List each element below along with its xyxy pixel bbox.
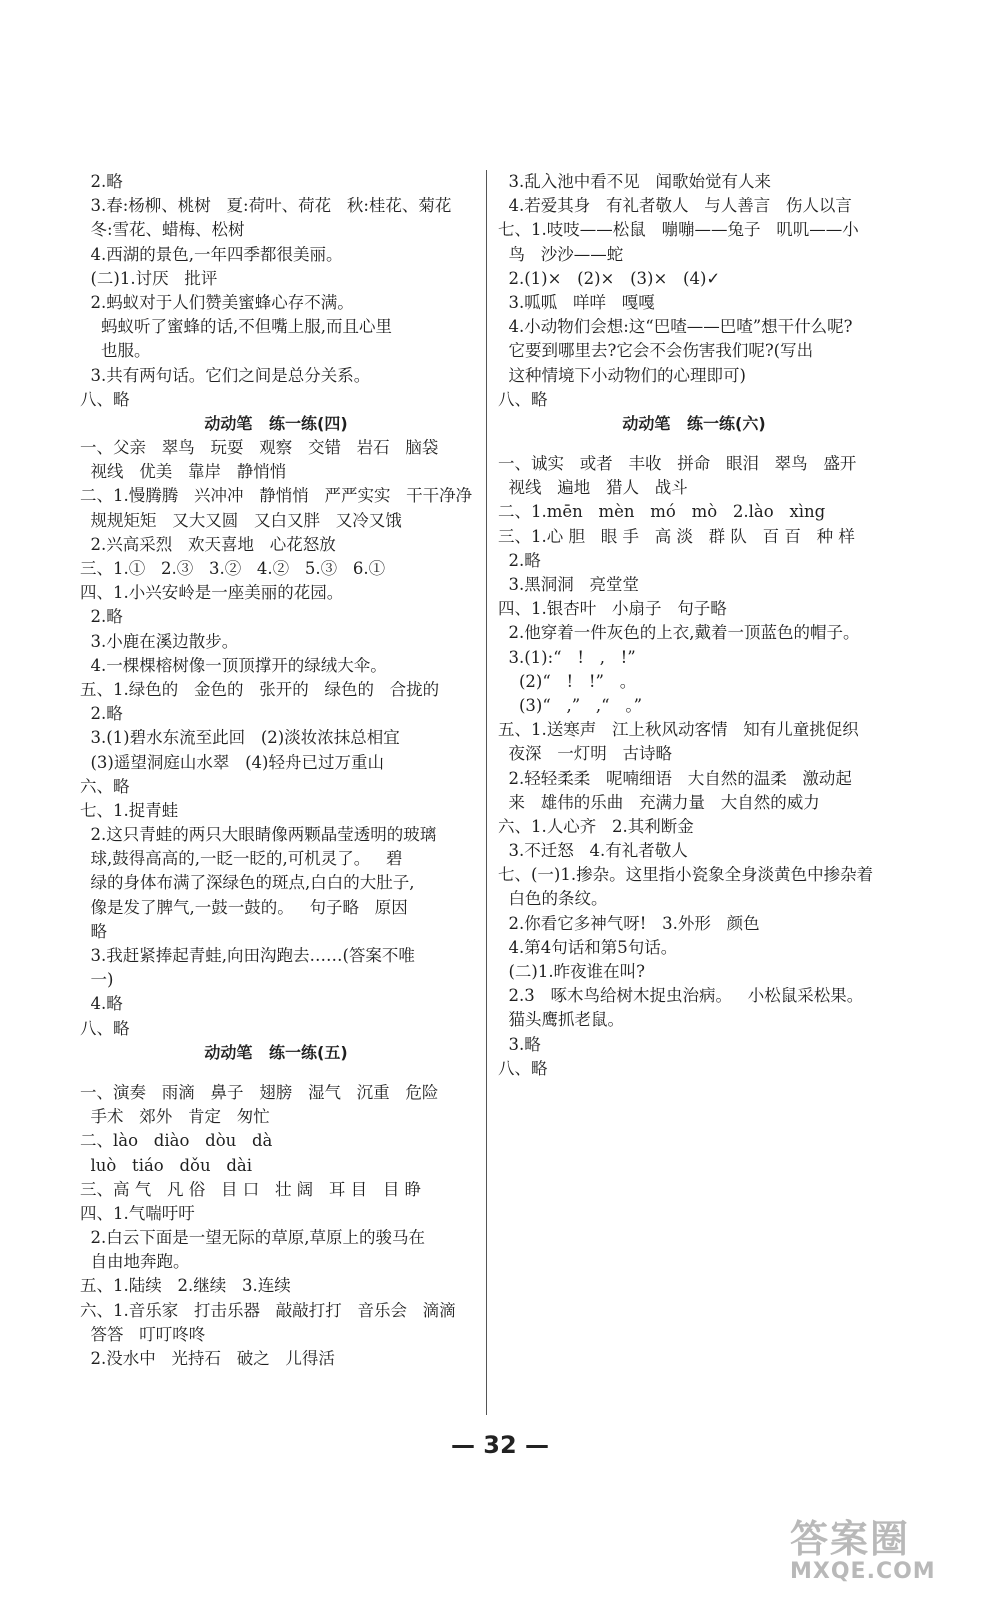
answer-line: 4.西湖的景色,一年四季都很美丽。 (80, 244, 343, 264)
section-heading: 动动笔 练一练(四) (204, 413, 348, 433)
answer-line: 2.你看它多神气呀! 3.外形 颜色 (498, 913, 760, 933)
answer-line: 像是发了脾气,一鼓一鼓的。 句子略 原因 (80, 897, 408, 917)
answer-line: 夜深 一灯明 古诗略 (498, 744, 672, 764)
answer-line: 3.小鹿在溪边散步。 (80, 631, 239, 651)
answer-line: 2.白云下面是一望无际的草原,草原上的骏马在 (80, 1228, 425, 1248)
answer-line: 2.轻轻柔柔 呢喃细语 大自然的温柔 激动起 (498, 768, 852, 788)
answer-line: 冬:雪花、蜡梅、松树 (80, 220, 245, 240)
answer-line: 八、略 (498, 1058, 548, 1078)
spacer (80, 1065, 472, 1081)
answer-line: (3)“ ,” ,“ 。” (498, 695, 643, 715)
answer-line: 白色的条纹。 (498, 889, 608, 909)
answer-line: (二)1.昨夜谁在叫? (498, 962, 645, 981)
answer-line: 来 雄伟的乐曲 充满力量 大自然的威力 (498, 792, 820, 812)
watermark-bottom-text: MXQE.COM (790, 1559, 936, 1584)
answer-line: 3.乱入池中看不见 闻歌始觉有人来 (498, 172, 771, 191)
answer-line: 自由地奔跑。 (80, 1252, 190, 1272)
answer-line: 球,鼓得高高的,一眨一眨的,可机灵了。 碧 (80, 849, 403, 869)
answer-line: 4.第4句话和第5句话。 (498, 937, 678, 957)
answer-line: 视线 优美 靠岸 静悄悄 (80, 462, 287, 482)
section-heading: 动动笔 练一练(五) (204, 1042, 348, 1062)
answer-line: 五、1.绿色的 金色的 张开的 绿色的 合拢的 (80, 679, 440, 699)
answer-line: 八、略 (498, 389, 548, 409)
answer-line: 鸟 沙沙——蛇 (498, 244, 624, 264)
answer-line: 3.春:杨柳、桃树 夏:荷叶、荷花 秋:桂花、菊花 (80, 196, 452, 216)
answer-line: 七、1.吱吱——松鼠 嘣嘣——兔子 叽叽——小 (498, 220, 859, 240)
answer-line: 八、略 (80, 389, 130, 409)
answer-line: 2.3 啄木鸟给树木捉虫治病。 小松鼠采松果。 (498, 986, 864, 1006)
answer-line: (2)“ ! !” 。 (498, 671, 637, 691)
page-number: — 32 — (450, 1431, 550, 1459)
answer-line: 2.略 (80, 172, 123, 191)
right-column (498, 170, 890, 1081)
answer-line: 4.若爱其身 有礼者敬人 与人善言 伤人以言 (498, 196, 852, 216)
answer-line: 2.蚂蚁对于人们赞美蜜蜂心存不满。 (80, 292, 354, 312)
answer-line: 七、(一)1.掺杂。这里指小瓷象全身淡黄色中掺杂着 (498, 865, 874, 885)
answer-line: 三、高 气 凡 俗 目 口 壮 阔 耳 目 目 睁 (80, 1179, 422, 1199)
answer-line: 4.小动物们会想:这“巴喳——巴喳”想干什么呢? (498, 317, 853, 337)
section-heading: 动动笔 练一练(六) (622, 413, 766, 433)
answer-line: 3.略 (498, 1034, 541, 1054)
answer-line: 3.(1):“ ! , !” (498, 647, 636, 667)
answer-line: 视线 遍地 猎人 战斗 (498, 478, 688, 498)
answer-line: 2.他穿着一件灰色的上衣,戴着一顶蓝色的帽子。 (498, 623, 860, 643)
answer-line: 4.一棵棵榕树像一顶顶撑开的绿绒大伞。 (80, 655, 387, 675)
answer-line: 一、演奏 雨滴 鼻子 翅膀 湿气 沉重 危险 (80, 1082, 439, 1102)
watermark-logo (790, 1508, 980, 1588)
answer-line: 这种情境下小动物们的心理即可) (498, 365, 746, 385)
answer-line: 四、1.银杏叶 小扇子 句子略 (498, 599, 727, 619)
answer-line: 五、1.送寒声 江上秋风动客情 知有儿童挑促织 (498, 720, 859, 740)
answer-line: 3.不迁怒 4.有礼者敬人 (498, 841, 688, 861)
answer-line: 二、1.慢腾腾 兴冲冲 静悄悄 严严实实 干干净净 (80, 486, 472, 506)
answer-line: 3.我赶紧捧起青蛙,向田沟跑去……(答案不唯 (80, 946, 415, 965)
answer-line: 蚂蚁听了蜜蜂的话,不但嘴上服,而且心里 (80, 317, 392, 337)
answer-line: 一) (80, 970, 114, 990)
answer-line: 六、1.人心齐 2.其利断金 (498, 816, 694, 836)
answer-line: 3.共有两句话。它们之间是总分关系。 (80, 365, 371, 385)
answer-line: 手术 郊外 肯定 匆忙 (80, 1107, 270, 1127)
column-divider (486, 170, 487, 1415)
answer-line: 2.略 (80, 704, 123, 724)
answer-line: 3.黑洞洞 亮堂堂 (498, 575, 639, 594)
answer-line: 也服。 (80, 341, 151, 361)
answer-line: 二、1.mēn mèn mó mò 2.lào xìng (498, 502, 826, 522)
answer-line: (3)遥望洞庭山水翠 (4)轻舟已过万重山 (80, 752, 384, 772)
answer-line: 4.略 (80, 994, 123, 1014)
answer-line: 六、1.音乐家 打击乐器 敲敲打打 音乐会 滴滴 (80, 1300, 456, 1320)
answer-line: 略 (80, 921, 107, 941)
answer-line: 猫头鹰抓老鼠。 (498, 1010, 624, 1030)
watermark-top-text: 答案圈 (790, 1517, 911, 1561)
answer-line: 七、1.捉青蛙 (80, 800, 179, 820)
answer-line: 三、1.① 2.③ 3.② 4.② 5.③ 6.① (80, 559, 386, 578)
answer-line: 答答 叮叮咚咚 (80, 1324, 206, 1344)
answer-line: (二)1.讨厌 批评 (80, 268, 218, 288)
answer-line: 3.(1)碧水东流至此回 (2)淡妆浓抹总相宜 (80, 728, 400, 748)
answer-line: 2.没水中 光持石 破之 儿得活 (80, 1349, 335, 1368)
answer-line: 三、1.心 胆 眼 手 高 淡 群 队 百 百 种 样 (498, 526, 855, 546)
answer-line: 2.略 (80, 607, 123, 627)
answer-line: 五、1.陆续 2.继续 3.连续 (80, 1276, 291, 1296)
answer-line: 2.兴高采烈 欢天喜地 心花怒放 (80, 534, 336, 554)
answer-line: 2.(1)× (2)× (3)× (4)✓ (498, 268, 721, 288)
left-column (80, 170, 472, 1371)
answer-line: 四、1.气喘吁吁 (80, 1203, 195, 1223)
answer-line: 六、略 (80, 776, 130, 796)
answer-line: 一、父亲 翠鸟 玩耍 观察 交错 岩石 脑袋 (80, 438, 439, 458)
answer-line: 3.呱呱 咩咩 嘎嘎 (498, 292, 655, 312)
answer-line: 规规矩矩 又大又圆 又白又胖 又冷又饿 (80, 510, 402, 530)
spacer (498, 436, 890, 452)
answer-line: 二、lào diào dòu dà (80, 1131, 273, 1151)
answer-line: 2.这只青蛙的两只大眼睛像两颗晶莹透明的玻璃 (80, 825, 437, 845)
answer-line: 绿的身体布满了深绿色的斑点,白白的大肚子, (80, 873, 415, 893)
answer-line: 2.略 (498, 550, 541, 570)
answer-line: luò tiáo dǒu dài (80, 1155, 253, 1175)
answer-line: 它要到哪里去?它会不会伤害我们呢?(写出 (498, 341, 814, 361)
answer-line: 一、诚实 或者 丰收 拼命 眼泪 翠鸟 盛开 (498, 454, 857, 474)
answer-line: 四、1.小兴安岭是一座美丽的花园。 (80, 583, 344, 603)
answer-line: 八、略 (80, 1018, 130, 1038)
